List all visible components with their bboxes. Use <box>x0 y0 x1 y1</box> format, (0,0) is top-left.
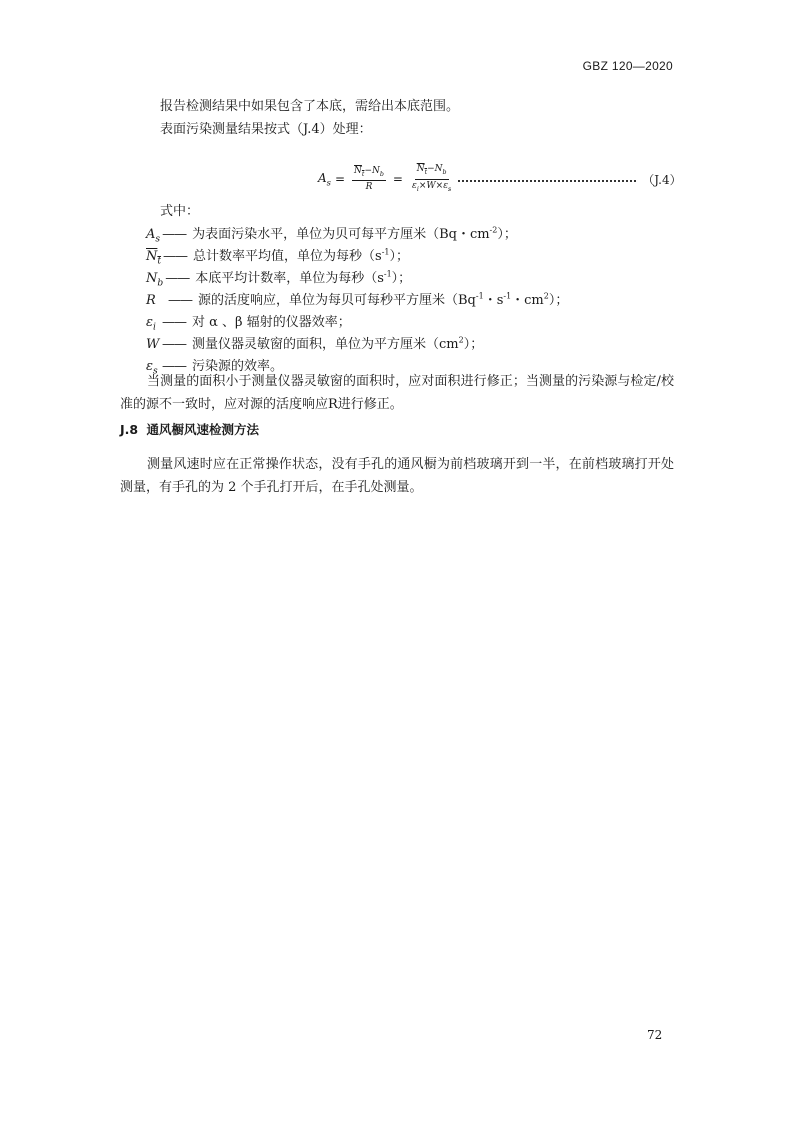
section-number: J.8 <box>120 422 139 437</box>
fraction-2-numerator: $N_t-N_b$ <box>415 164 449 180</box>
definition-symbol: W <box>146 337 160 352</box>
formula-fraction-1 <box>352 166 386 193</box>
definition-text: 为表面污染水平，单位为贝可每平方厘米（Bq・$cm^{-2}$）； <box>192 225 517 242</box>
page-number: 72 <box>647 1028 663 1042</box>
intro-line-1: 报告检测结果中如果包含了本底，需给出本底范围。 <box>160 99 460 114</box>
definition-text: 源的活度响应，单位为每贝可每秒平方厘米（$Bq^{-1}$・$s^{-1}$・$cm^2$）； <box>198 291 569 308</box>
section-j8-paragraph: 测量风速时应在正常操作状态，没有手孔的通风橱为前档玻璃开到一半，在前档玻璃打开处测量，有手孔的为 2 个手孔打开后，在手孔处测量。 <box>120 457 674 495</box>
definition-text: 本底平均计数率，单位为每秒$(s^{-1})$； <box>195 269 412 286</box>
fraction-1-denominator: R <box>365 182 373 193</box>
definition-ei: $\varepsilon_i$ —— 对 α 、β 辐射的仪器效率； <box>146 311 351 333</box>
where-label: 式中： <box>160 204 200 219</box>
definition-symbol: $\varepsilon_i$ <box>146 315 156 333</box>
formula-label: （J.4） <box>642 172 682 187</box>
formula-lhs: $A_s$ <box>318 170 331 188</box>
definition-text: 总计数率平均值，单位为每秒$(s^{-1})$； <box>193 247 410 264</box>
definition-symbol: R <box>146 293 156 308</box>
formula-j4 <box>318 164 682 194</box>
section-title: 通风橱风速检测方法 <box>146 422 259 437</box>
fraction-1-numerator: $N_t-N_b$ <box>352 166 386 182</box>
formula-fraction-2 <box>410 164 453 195</box>
definition-r: R —— 源的活度响应，单位为每贝可每秒平方厘米（$Bq^{-1}$・$s^{-1}$・$cm^2$）； <box>146 289 568 308</box>
formula-equals-2: = <box>392 172 403 186</box>
definition-text: 对 α 、β 辐射的仪器效率； <box>192 315 351 330</box>
formula-leader-dots <box>458 174 636 182</box>
intro-line-2: 表面污染测量结果按式（J.4）处理： <box>160 122 372 137</box>
formula-equals-1: = <box>334 172 346 186</box>
correction-paragraph: 当测量的面积小于测量仪器灵敏窗的面积时，应对面积进行修正；当测量的污染源与检定/校准的源不一致时，应对源的活度响应R进行修正。 <box>120 374 674 412</box>
definition-symbol: $N_t$ <box>146 249 162 267</box>
definition-w: W —— 测量仪器灵敏窗的面积，单位为平方厘米$(cm^2)$； <box>146 333 483 352</box>
definition-as: $A_s$ —— 为表面污染水平，单位为贝可每平方厘米（Bq・$cm^{-2}$）； <box>146 223 517 245</box>
definition-symbol: $\varepsilon_s$ <box>146 359 158 377</box>
definition-text: 测量仪器灵敏窗的面积，单位为平方厘米$(cm^2)$； <box>192 335 484 352</box>
definition-nt: $N_t$ —— 总计数率平均值，单位为每秒$(s^{-1})$； <box>146 245 409 267</box>
definition-es: $\varepsilon_s$ —— 污染源的效率。 <box>146 355 283 377</box>
definition-nb: $N_b$ —— 本底平均计数率，单位为每秒$(s^{-1})$； <box>146 267 411 289</box>
definition-text: 污染源的效率。 <box>192 359 284 374</box>
section-heading-j8 <box>120 420 259 438</box>
definition-symbol: $N_b$ <box>146 271 164 289</box>
fraction-2-denominator: $\varepsilon_i\times W\times\varepsilon_s$ <box>411 180 452 193</box>
document-code: GBZ 120—2020 <box>582 59 673 73</box>
definition-symbol: $A_s$ <box>146 227 161 245</box>
